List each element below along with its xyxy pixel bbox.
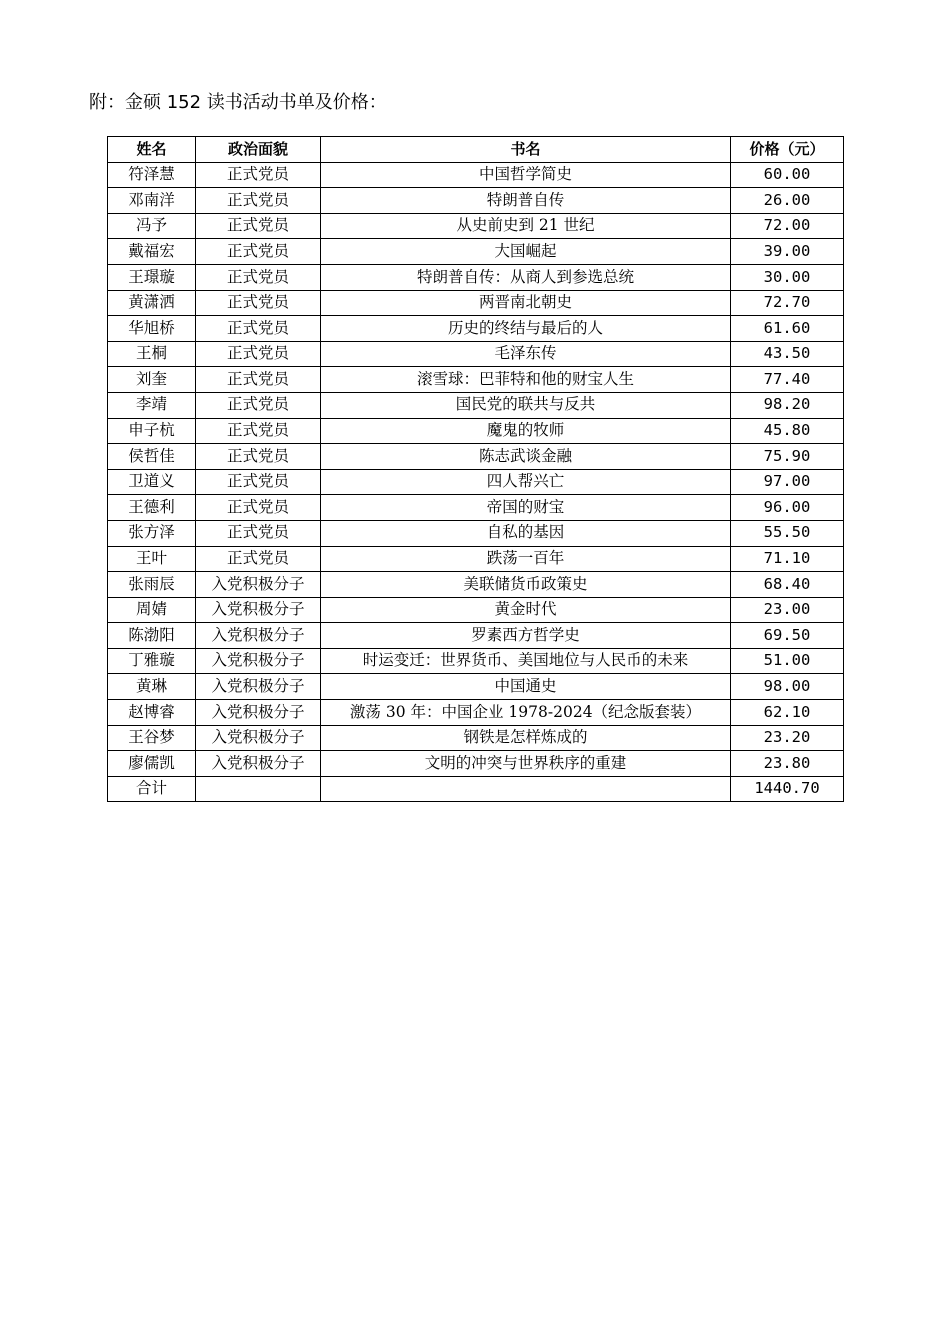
cell-book-title: 从史前史到 21 世纪 (321, 213, 731, 239)
cell-name: 李靖 (108, 392, 196, 418)
table-row (108, 392, 844, 418)
cell-name: 王德利 (108, 495, 196, 521)
cell-political-status: 正式党员 (196, 418, 321, 444)
cell-political-status: 入党积极分子 (196, 572, 321, 598)
cell-book-title: 黄金时代 (321, 597, 731, 623)
cell-price: 60.00 (731, 162, 844, 188)
cell-book-title: 文明的冲突与世界秩序的重建 (321, 751, 731, 777)
total-title-cell (321, 776, 731, 802)
table-row (108, 597, 844, 623)
cell-book-title: 自私的基因 (321, 520, 731, 546)
total-label: 合计 (108, 776, 196, 802)
cell-political-status: 正式党员 (196, 188, 321, 214)
cell-political-status: 入党积极分子 (196, 648, 321, 674)
cell-political-status: 正式党员 (196, 316, 321, 342)
total-row (108, 776, 844, 802)
cell-book-title: 特朗普自传 (321, 188, 731, 214)
cell-political-status: 入党积极分子 (196, 597, 321, 623)
cell-book-title: 陈志武谈金融 (321, 444, 731, 470)
cell-price: 39.00 (731, 239, 844, 265)
cell-political-status: 正式党员 (196, 367, 321, 393)
cell-price: 43.50 (731, 341, 844, 367)
table-row (108, 264, 844, 290)
cell-name: 符泽慧 (108, 162, 196, 188)
cell-name: 黄琳 (108, 674, 196, 700)
cell-book-title: 历史的终结与最后的人 (321, 316, 731, 342)
cell-price: 98.20 (731, 392, 844, 418)
total-price: 1440.70 (731, 776, 844, 802)
cell-political-status: 正式党员 (196, 290, 321, 316)
cell-political-status: 入党积极分子 (196, 751, 321, 777)
cell-name: 张雨辰 (108, 572, 196, 598)
table-header-row (108, 137, 844, 163)
header-name: 姓名 (108, 137, 196, 163)
book-list-table (107, 136, 844, 802)
cell-price: 23.80 (731, 751, 844, 777)
cell-price: 69.50 (731, 623, 844, 649)
table-row (108, 751, 844, 777)
table-row (108, 520, 844, 546)
cell-book-title: 大国崛起 (321, 239, 731, 265)
table-row (108, 546, 844, 572)
cell-political-status: 正式党员 (196, 546, 321, 572)
cell-book-title: 毛泽东传 (321, 341, 731, 367)
table-row (108, 648, 844, 674)
cell-price: 55.50 (731, 520, 844, 546)
cell-price: 23.00 (731, 597, 844, 623)
cell-book-title: 美联储货币政策史 (321, 572, 731, 598)
cell-price: 75.90 (731, 444, 844, 470)
cell-price: 98.00 (731, 674, 844, 700)
cell-name: 申子杭 (108, 418, 196, 444)
table-row (108, 341, 844, 367)
cell-price: 61.60 (731, 316, 844, 342)
cell-political-status: 入党积极分子 (196, 700, 321, 726)
cell-book-title: 中国通史 (321, 674, 731, 700)
cell-price: 26.00 (731, 188, 844, 214)
cell-political-status: 正式党员 (196, 444, 321, 470)
cell-political-status: 正式党员 (196, 495, 321, 521)
cell-name: 张方泽 (108, 520, 196, 546)
cell-political-status: 正式党员 (196, 469, 321, 495)
table-row (108, 700, 844, 726)
cell-price: 72.70 (731, 290, 844, 316)
cell-name: 丁雅璇 (108, 648, 196, 674)
table-row (108, 290, 844, 316)
header-political-status: 政治面貌 (196, 137, 321, 163)
table-row (108, 239, 844, 265)
cell-book-title: 四人帮兴亡 (321, 469, 731, 495)
table-row (108, 469, 844, 495)
cell-name: 王桐 (108, 341, 196, 367)
table-row (108, 188, 844, 214)
cell-book-title: 魔鬼的牧师 (321, 418, 731, 444)
cell-book-title: 钢铁是怎样炼成的 (321, 725, 731, 751)
cell-book-title: 罗素西方哲学史 (321, 623, 731, 649)
table-row (108, 162, 844, 188)
cell-price: 45.80 (731, 418, 844, 444)
cell-name: 周婧 (108, 597, 196, 623)
cell-name: 戴福宏 (108, 239, 196, 265)
cell-price: 62.10 (731, 700, 844, 726)
cell-political-status: 入党积极分子 (196, 725, 321, 751)
table-row (108, 725, 844, 751)
cell-political-status: 正式党员 (196, 392, 321, 418)
cell-book-title: 帝国的财宝 (321, 495, 731, 521)
cell-book-title: 跌荡一百年 (321, 546, 731, 572)
cell-price: 97.00 (731, 469, 844, 495)
table-row (108, 674, 844, 700)
cell-book-title: 时运变迁：世界货币、美国地位与人民币的未来 (321, 648, 731, 674)
cell-name: 邓南洋 (108, 188, 196, 214)
cell-book-title: 特朗普自传：从商人到参选总统 (321, 264, 731, 290)
page-heading: 附：金硕 152 读书活动书单及价格： (89, 92, 387, 113)
cell-name: 华旭桥 (108, 316, 196, 342)
cell-name: 王谷梦 (108, 725, 196, 751)
cell-price: 96.00 (731, 495, 844, 521)
cell-name: 刘奎 (108, 367, 196, 393)
cell-name: 廖儒凯 (108, 751, 196, 777)
table-row (108, 572, 844, 598)
cell-price: 72.00 (731, 213, 844, 239)
table-row (108, 444, 844, 470)
cell-name: 卫道义 (108, 469, 196, 495)
cell-political-status: 正式党员 (196, 213, 321, 239)
cell-political-status: 入党积极分子 (196, 623, 321, 649)
cell-book-title: 两晋南北朝史 (321, 290, 731, 316)
cell-price: 68.40 (731, 572, 844, 598)
cell-price: 77.40 (731, 367, 844, 393)
cell-book-title: 中国哲学简史 (321, 162, 731, 188)
cell-political-status: 正式党员 (196, 239, 321, 265)
table-row (108, 316, 844, 342)
header-book-title: 书名 (321, 137, 731, 163)
cell-name: 陈渤阳 (108, 623, 196, 649)
cell-name: 王叶 (108, 546, 196, 572)
cell-price: 71.10 (731, 546, 844, 572)
cell-book-title: 国民党的联共与反共 (321, 392, 731, 418)
table-row (108, 418, 844, 444)
cell-price: 23.20 (731, 725, 844, 751)
table-row (108, 623, 844, 649)
cell-name: 王璟璇 (108, 264, 196, 290)
cell-price: 30.00 (731, 264, 844, 290)
header-price: 价格（元） (731, 137, 844, 163)
cell-price: 51.00 (731, 648, 844, 674)
table-row (108, 495, 844, 521)
cell-political-status: 正式党员 (196, 162, 321, 188)
cell-book-title: 滚雪球：巴菲特和他的财宝人生 (321, 367, 731, 393)
cell-name: 黄潇洒 (108, 290, 196, 316)
table-row (108, 367, 844, 393)
cell-name: 冯予 (108, 213, 196, 239)
cell-name: 侯哲佳 (108, 444, 196, 470)
cell-political-status: 正式党员 (196, 264, 321, 290)
cell-book-title: 激荡 30 年：中国企业 1978-2024（纪念版套装） (321, 700, 731, 726)
cell-political-status: 正式党员 (196, 341, 321, 367)
table-body (108, 162, 844, 776)
cell-name: 赵博睿 (108, 700, 196, 726)
total-status-cell (196, 776, 321, 802)
table-row (108, 213, 844, 239)
cell-political-status: 正式党员 (196, 520, 321, 546)
cell-political-status: 入党积极分子 (196, 674, 321, 700)
